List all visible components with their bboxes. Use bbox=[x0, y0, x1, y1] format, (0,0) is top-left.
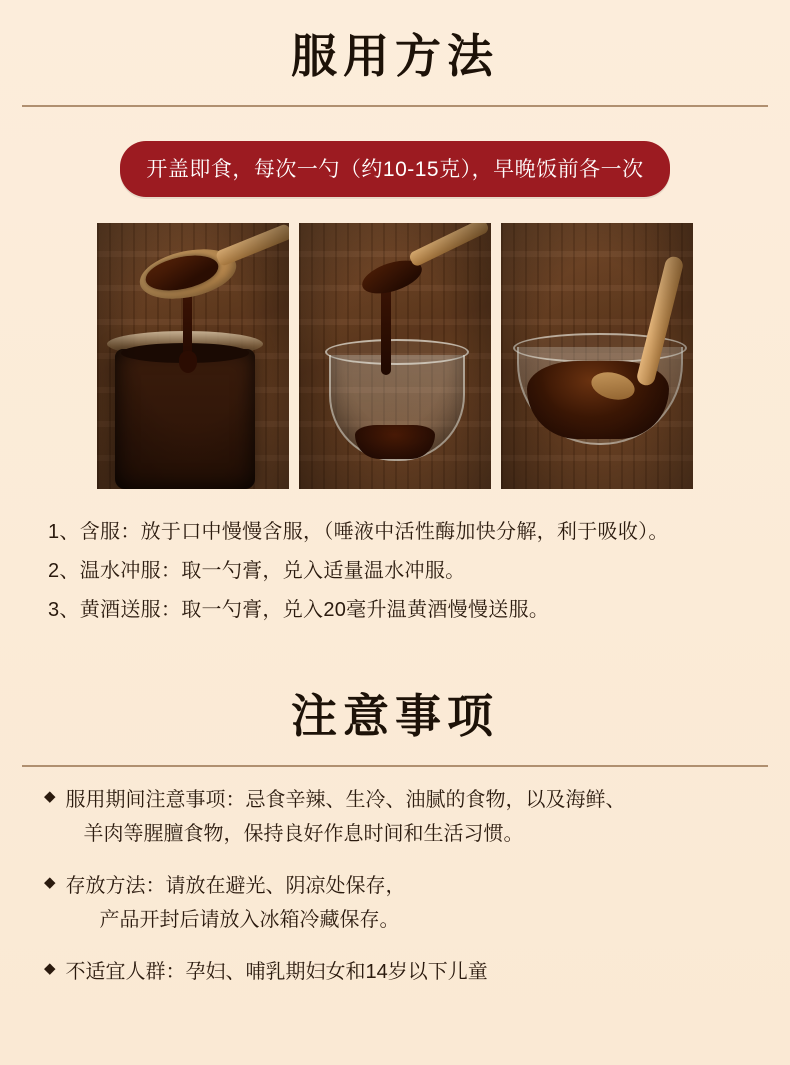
notice-item-line1: 存放方法：请放在避光、阴凉处保存， bbox=[65, 874, 406, 897]
usage-photo-strip bbox=[0, 223, 790, 489]
notice-item-text bbox=[66, 783, 746, 851]
notice-item bbox=[44, 869, 746, 937]
usage-dosage-banner: 开盖即食，每次一勺（约10-15克），早晚饭前各一次 bbox=[120, 141, 669, 197]
usage-title-divider bbox=[22, 105, 768, 107]
notice-item-line2: 羊肉等腥膻食物，保持良好作息时间和生活习惯。 bbox=[83, 822, 524, 845]
notice-item-text bbox=[66, 869, 746, 937]
usage-banner-container bbox=[0, 141, 790, 197]
photo-vignette bbox=[501, 223, 693, 489]
notice-item bbox=[44, 783, 746, 851]
photo-stirring-bowl bbox=[501, 223, 693, 489]
notice-item-line1: 不适宜人群：孕妇、哺乳期妇女和14岁以下儿童 bbox=[65, 960, 488, 983]
usage-section-title: 服用方法 bbox=[291, 29, 499, 83]
photo-pour-into-bowl bbox=[299, 223, 491, 489]
photo-vignette bbox=[299, 223, 491, 489]
diamond-bullet-icon: ◆ bbox=[44, 873, 56, 891]
notice-title-divider bbox=[22, 765, 768, 767]
usage-step-2: 2、温水冲服：取一勺膏，兑入适量温水冲服。 bbox=[48, 559, 466, 582]
notice-item-line2: 产品开封后请放入冰箱冷藏保存。 bbox=[99, 908, 400, 931]
notice-section-title: 注意事项 bbox=[291, 688, 499, 743]
notice-list bbox=[44, 783, 746, 989]
photo-spoon-over-jar bbox=[97, 223, 289, 489]
usage-step-3: 3、黄酒送服：取一勺膏，兑入20毫升温黄酒慢慢送服。 bbox=[48, 598, 550, 621]
usage-steps-list bbox=[48, 513, 742, 630]
usage-step-1: 1、含服：放于口中慢慢含服，（唾液中活性酶加快分解，利于吸收）。 bbox=[48, 520, 669, 543]
notice-item-line1: 服用期间注意事项：忌食辛辣、生冷、油腻的食物，以及海鲜、 bbox=[65, 788, 626, 811]
diamond-bullet-icon: ◆ bbox=[44, 959, 56, 977]
diamond-bullet-icon: ◆ bbox=[44, 787, 56, 805]
photo-vignette bbox=[97, 223, 289, 489]
notice-item-text bbox=[66, 955, 746, 989]
notice-item bbox=[44, 955, 746, 989]
